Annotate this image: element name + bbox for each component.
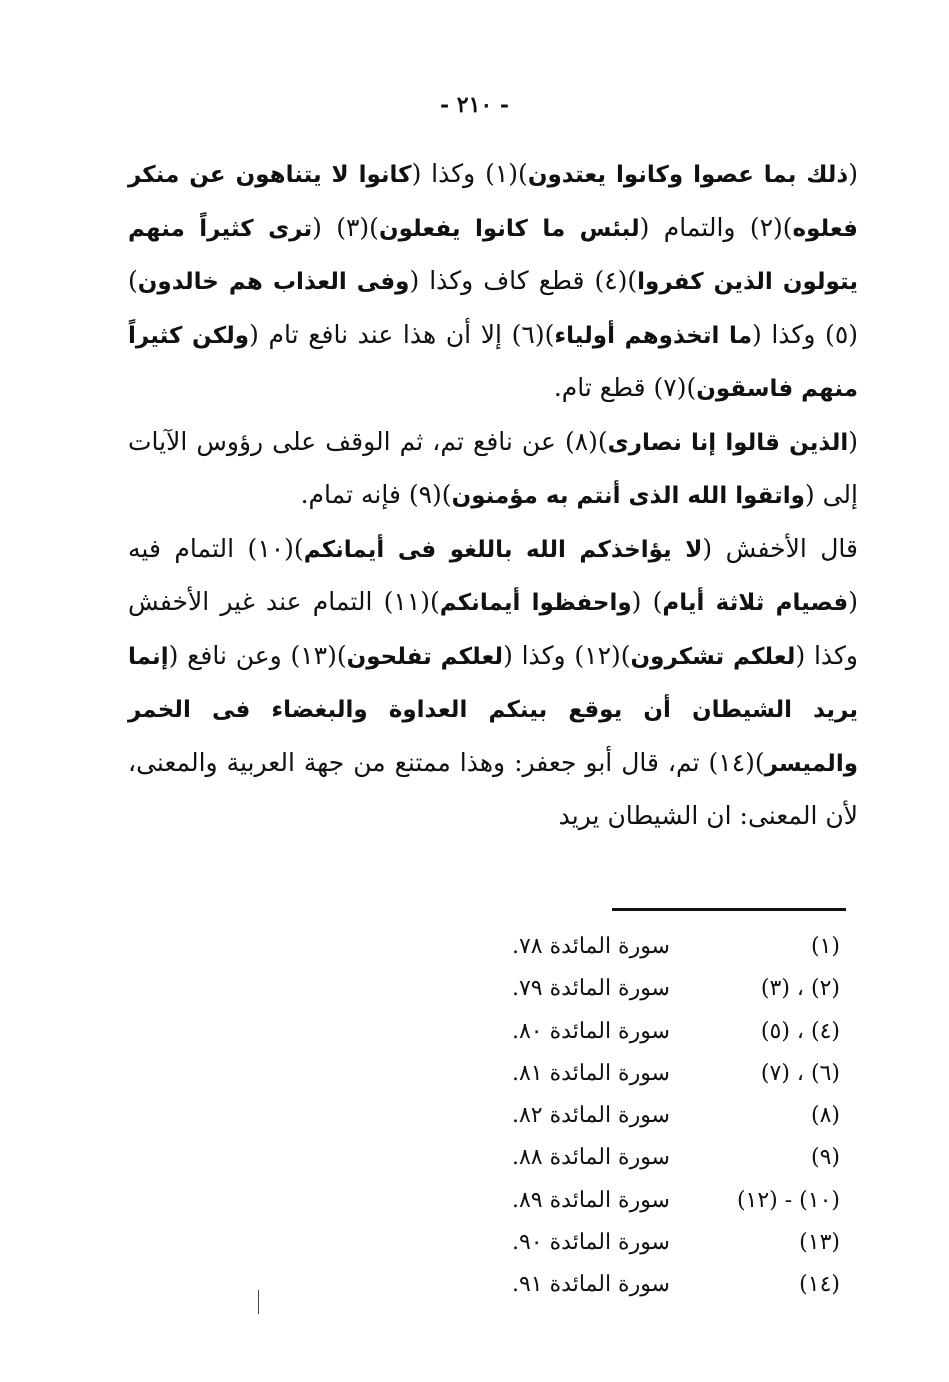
quran-quote: ذلك بما عصوا وكانوا يعتدون bbox=[527, 162, 849, 188]
footnote-ref: (١) bbox=[810, 934, 840, 959]
quran-quote: ترى كثيراً منهم يتولون الذين كفروا bbox=[128, 215, 858, 295]
quran-quote: كانوا لا يتناهون عن منكر فعلوه bbox=[128, 162, 858, 242]
footnote-ref: (١٠) - (١٢) bbox=[736, 1187, 840, 1213]
footnote-source: سورة المائدة ٩٠. bbox=[511, 1230, 670, 1256]
footnote-ref: (٢) ، (٣) bbox=[760, 976, 840, 1002]
text-segment: )(٢) والتمام ( bbox=[639, 212, 793, 242]
text-segment: )(٧) قطع تام. bbox=[553, 373, 697, 402]
text-segment: )(١) وكذا ( bbox=[411, 159, 528, 188]
quran-quote: الذين قالوا إنا نصارى bbox=[607, 429, 849, 456]
text-segment: )(١١) التمام عند غير الأخفش وكذا ( bbox=[128, 587, 858, 670]
main-text bbox=[128, 148, 858, 843]
footnote-ref: (٤) ، (٥) bbox=[760, 1018, 840, 1044]
text-segment: )(١٤) تم، قال أبو جعفر: وهذا ممتنع من جهة العربية والمعنى، لأن المعنى: ان الشيطان يريد bbox=[128, 747, 858, 830]
footnote-source: سورة المائدة ٩١. bbox=[511, 1272, 670, 1298]
footnote-row bbox=[480, 1137, 840, 1179]
text-segment: ( bbox=[848, 159, 858, 188]
footnote-ref: (٩) bbox=[810, 1145, 840, 1171]
footnote-row bbox=[480, 1264, 840, 1306]
paragraph bbox=[128, 416, 858, 523]
text-segment: )(١٢) وكذا ( bbox=[503, 640, 631, 670]
footnote-source: سورة المائدة ٧٨. bbox=[511, 934, 670, 959]
text-segment: ) ( bbox=[631, 587, 663, 616]
footnote-ref: (٨) bbox=[810, 1103, 840, 1129]
quran-quote: فصيام ثلاثة أيام bbox=[662, 590, 849, 616]
footnotes bbox=[480, 926, 840, 1307]
quran-quote: لعلكم تشكرون bbox=[630, 643, 796, 670]
margin-mark bbox=[258, 1290, 259, 1314]
text-segment: )(٣) ( bbox=[312, 212, 379, 242]
text-segment: )(٦) إلا أن هذا عند نافع تام ( bbox=[249, 319, 555, 349]
text-segment: )(١٣) وعن نافع ( bbox=[168, 640, 347, 670]
quran-quote: واتقوا الله الذى أنتم به مؤمنون bbox=[451, 483, 805, 509]
footnote-ref: (٦) ، (٧) bbox=[760, 1060, 840, 1086]
paragraph bbox=[128, 148, 858, 416]
quran-quote: لا يؤاخذكم الله باللغو فى أيمانكم bbox=[303, 536, 703, 563]
footnote-row bbox=[480, 1011, 840, 1053]
footnote-row bbox=[480, 1222, 840, 1264]
footnote-row bbox=[480, 1053, 840, 1095]
footnote-row bbox=[480, 1180, 840, 1222]
footnote-source: سورة المائدة ٧٩. bbox=[511, 976, 670, 1002]
text-segment: )(٨) عن نافع تم، ثم الوقف على رؤوس الآيات إلى ( bbox=[128, 426, 858, 509]
quran-quote: إنما يريد الشيطان أن يوقع بينكم العداوة والبغضاء فى الخمر والميسر bbox=[128, 643, 858, 777]
quran-quote: لبئس ما كانوا يفعلون bbox=[378, 215, 640, 242]
footnote-source: سورة المائدة ٨٠. bbox=[511, 1018, 670, 1044]
text-segment: )(١٠) التمام فيه ( bbox=[128, 533, 858, 616]
text-segment: ( bbox=[848, 426, 858, 456]
quran-quote: لعلكم تفلحون bbox=[346, 643, 504, 670]
footnote-source: سورة المائدة ٨١. bbox=[511, 1060, 670, 1086]
footnote-source: سورة المائدة ٨٨. bbox=[511, 1145, 670, 1171]
footnote-row bbox=[480, 926, 840, 968]
footnote-source: سورة المائدة ٨٩. bbox=[511, 1187, 670, 1213]
quran-quote: ولكن كثيراً منهم فاسقون bbox=[128, 322, 858, 402]
text-segment: )(٩) فإنه تمام. bbox=[300, 480, 452, 509]
footnote-ref: (١٤) bbox=[799, 1272, 840, 1298]
text-segment: )(٥) وكذا ( bbox=[128, 266, 859, 349]
footnote-source: سورة المائدة ٨٢. bbox=[511, 1103, 670, 1129]
paragraph bbox=[128, 523, 858, 843]
text-segment: )(٤) قطع كاف وكذا ( bbox=[409, 266, 638, 295]
footnote-separator bbox=[612, 908, 846, 911]
footnote-row bbox=[480, 1095, 840, 1137]
quran-quote: ما اتخذوهم أولياء bbox=[554, 322, 752, 349]
quran-quote: واحفظوا أيمانكم bbox=[439, 590, 632, 616]
footnote-row bbox=[480, 968, 840, 1010]
text-segment: قال الأخفش ( bbox=[702, 533, 859, 563]
quran-quote: وفى العذاب هم خالدون bbox=[137, 269, 410, 295]
page-number: - ٢١٠ - bbox=[439, 92, 510, 118]
footnote-ref: (١٣) bbox=[799, 1230, 840, 1256]
